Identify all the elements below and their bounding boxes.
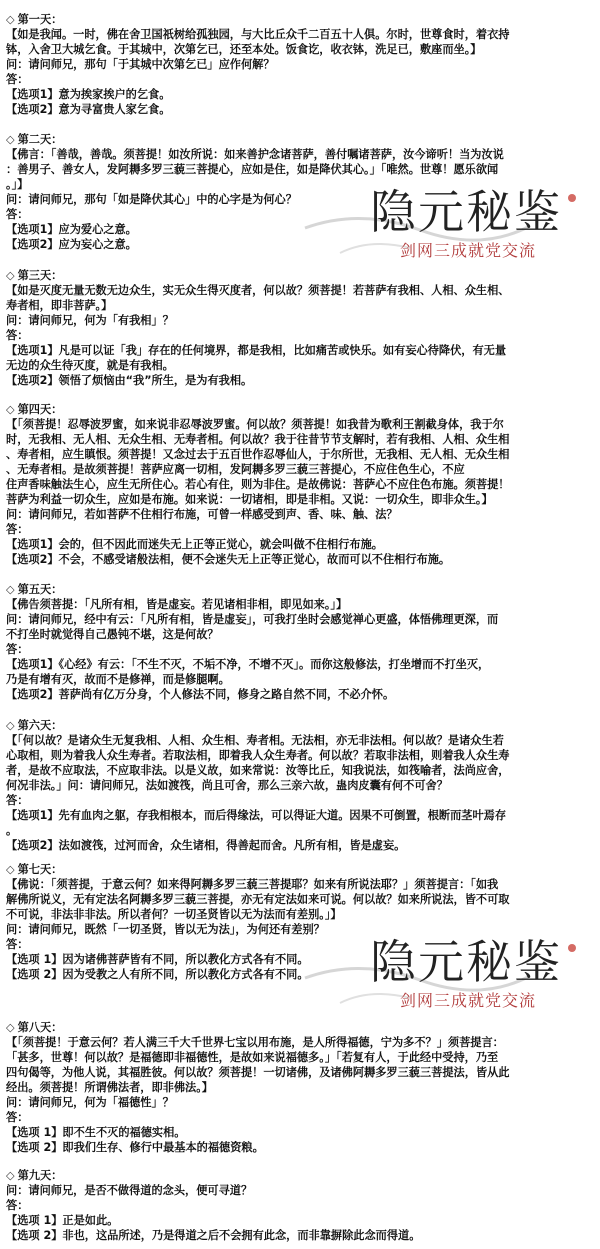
- day-title: 第七天：: [17, 863, 63, 876]
- text-line: 不打坐时就觉得自己愚钝不堪，这是何故？: [6, 628, 219, 641]
- option-line: 【选项 1】因为诸佛菩萨皆有不同，所以教化方式各有不同。: [6, 953, 309, 966]
- question-line: 问：请问师兄，何为「福德性」？: [6, 1096, 174, 1109]
- day-heading: [6, 1020, 594, 1035]
- option-line: 【选项2】应为妄心之意。: [6, 238, 137, 251]
- text-line: 「甚多，世尊！何以故？是福德即非福德性，是故如来说福德多。」「若复有人，于此经中受持，乃至: [6, 1051, 499, 1064]
- text-line: 【如是我闻。一时，佛在舍卫国祇树给孤独园，与大比丘众千二百五十人俱。尔时，世尊食时，着衣持: [6, 28, 510, 41]
- text-line: 【「何以故？是诸众生无复我相、人相、众生相、寿者相。无法相，亦无非法相。何以故？是诸众生若: [6, 734, 504, 747]
- day-section: [6, 1168, 594, 1243]
- question-line: 问：请问师兄，是否不做得道的念头，便可寻道？: [6, 1184, 253, 1197]
- diamond-icon: ◇: [6, 269, 15, 282]
- day-section: [6, 132, 594, 252]
- text-line: 乃是有增有灭，故而不是修禅，而是修腿啊。: [6, 673, 230, 686]
- text-line: 【佛告须菩提：「凡所有相，皆是虚妄。若见诸相非相，即见如来。」】: [6, 598, 348, 611]
- text-line: 。」】: [6, 178, 29, 191]
- option-line: 【选项1】《心经》有云：「不生不灭，不垢不净，不增不灭」。而你这般修法，打坐增而不打坐灭，: [6, 658, 490, 671]
- option-line: 【选项1】先有血肉之躯，存我相根本，而后得缘法，可以得证大道。因果不可倒置，根断而茎叶焉存: [6, 809, 507, 822]
- diamond-icon: ◇: [6, 719, 15, 732]
- day-title: 第六天：: [17, 719, 63, 732]
- option-line: 【选项 2】因为受教之人有所不同，所以教化方式各有不同。: [6, 968, 309, 981]
- answer-label: 答：: [6, 208, 29, 221]
- day-title: 第九天：: [17, 1169, 63, 1182]
- diamond-icon: ◇: [6, 1169, 15, 1182]
- diamond-icon: ◇: [6, 583, 15, 596]
- question-line: 问：请问师兄，若如菩萨不住相行布施，可曾一样感受到声、香、味、触、法？: [6, 508, 398, 521]
- question-line: 问：请问师兄，既然「一切圣贤，皆以无为法」，为何还有差别？: [6, 923, 325, 936]
- text-line: 何况非法。」问：请问师兄，法如渡筏，尚且可舍，那么三亲六故，蛊肉皮囊有何不可舍？: [6, 779, 448, 792]
- answer-label: 答：: [6, 794, 29, 807]
- answer-label: 答：: [6, 329, 29, 342]
- watermark-subtitle: 剑网三成就党交流: [400, 991, 537, 1010]
- text-line: 不可说，非法非非法。所以者何？一切圣贤皆以无为法而有差别。」】: [6, 908, 342, 921]
- option-line: 【选项1】凡是可以证「我」存在的任何境界，都是我相，比如痛苦或快乐。如有妄心待降伏，有无量: [6, 344, 507, 357]
- option-line: 【选项1】会的，但不因此而迷失无上正等正觉心，就会叫做不住相行布施。: [6, 538, 383, 551]
- text-line: 菩萨为利益一切众生，应如是布施。如来说：一切诸相，即是非相。又说：一切众生，即非众生。】: [6, 493, 493, 506]
- day-heading: [6, 582, 594, 597]
- text-line: 【佛说：「须菩提，于意云何？如来得阿耨多罗三藐三菩提耶？如来有所说法耶？」须菩提言：「如我: [6, 878, 499, 891]
- question-line: 问：请问师兄，那句「于其城中次第乞已」应作何解？: [6, 58, 275, 71]
- option-line: 【选项 1】正是如此。: [6, 1214, 119, 1227]
- text-line: 四句偈等，为他人说，其福胜彼。何以故？须菩提！一切诸佛，及诸佛阿耨多罗三藐三菩提法，皆从此: [6, 1066, 510, 1079]
- question-line: 问：请问师兄，经中有云：「凡所有相，皆是虚妄」，可我打坐时会感觉禅心更盛，体悟佛理更深，而: [6, 613, 499, 626]
- day-heading: [6, 1168, 594, 1183]
- day-heading: [6, 718, 594, 733]
- day-heading: [6, 132, 594, 147]
- day-heading: [6, 12, 594, 27]
- day-section: [6, 402, 594, 567]
- watermark-title: 隐元秘鉴: [370, 185, 562, 239]
- diamond-icon: ◇: [6, 133, 15, 146]
- option-line: 【选项2】不会，不感受诸般法相，便不会迷失无上正等正觉心，故而可以不住相行布施。: [6, 553, 451, 566]
- text-line: 【如是灭度无量无数无边众生，实无众生得灭度者，何以故？须菩提！若菩萨有我相、人相、众生相、: [6, 284, 510, 297]
- answer-label: 答：: [6, 1111, 29, 1124]
- day-heading: [6, 862, 594, 877]
- answer-label: 答：: [6, 73, 29, 86]
- text-line: 【「须菩提！于意云何？若人满三千大千世界七宝以用布施，是人所得福德，宁为多不？」须菩提言：: [6, 1036, 504, 1049]
- text-line: 解佛所说义，无有定法名阿耨多罗三藐三菩提，亦无有定法如来可说。何以故？如来所说法，皆不可取: [6, 893, 510, 906]
- option-line: 【选项2】菩萨尚有亿万分身，个人修法不同，修身之路自然不同，不必介怀。: [6, 688, 395, 701]
- diamond-icon: ◇: [6, 13, 15, 26]
- day-title: 第四天：: [17, 403, 63, 416]
- diamond-icon: ◇: [6, 1021, 15, 1034]
- day-title: 第五天：: [17, 583, 63, 596]
- diamond-icon: ◇: [6, 403, 15, 416]
- option-line: 【选项1】意为挨家挨户的乞食。: [6, 88, 171, 101]
- watermark-subtitle: 剑网三成就党交流: [400, 241, 537, 260]
- question-line: 问：请问师兄，那句「如是降伏其心」中的心字是为何心？: [6, 193, 297, 206]
- text-line: 无边的众生待灭度，就是有我相。: [6, 359, 174, 372]
- text-line: 、寿者相，应生瞋恨。须菩提！又念过去于五百世作忍辱仙人，于尔所世，无我相、无人相、无众生相: [6, 448, 510, 461]
- option-line: 【选项2】领悟了烦恼由“我”所生，是为有我相。: [6, 374, 253, 387]
- text-line: 钵，入舍卫大城乞食。于其城中，次第乞已，还至本处。饭食讫，收衣钵，洗足已，敷座而坐。】: [6, 43, 482, 56]
- day-section: [6, 1020, 594, 1155]
- answer-label: 答：: [6, 938, 29, 951]
- option-line: 【选项 2】即我们生存、修行中最基本的福德资粮。: [6, 1141, 264, 1154]
- day-section: [6, 268, 594, 388]
- answer-label: 答：: [6, 1199, 29, 1212]
- option-line: 【选项 2】非也，这品所述，乃是得道之后不会拥有此念，而非靠摒除此念而得道。: [6, 1229, 421, 1242]
- option-line: 【选项2】意为寻富贵人家乞食。: [6, 103, 171, 116]
- day-section: [6, 582, 594, 702]
- watermark-title: 隐元秘鉴: [370, 935, 562, 989]
- text-line: 【佛言：「善哉，善哉。须菩提！如汝所说：如来善护念诸菩萨，善付嘱诸菩萨，汝今谛听！当为汝说: [6, 148, 504, 161]
- option-line: 【选项1】应为爱心之意。: [6, 223, 137, 236]
- day-title: 第三天：: [17, 269, 63, 282]
- text-line: 者，是故不应取法，不应取非法。以是义故，如来常说：汝等比丘，知我说法，如筏喻者，法尚应舍，: [6, 764, 510, 777]
- option-line: 【选项 1】即不生不灭的福德实相。: [6, 1126, 186, 1139]
- day-title: 第一天：: [17, 13, 63, 26]
- option-line: 【选项2】法如渡筏，过河而舍，众生诸相，得善起而舍。凡所有相，皆是虚妄。: [6, 839, 406, 852]
- text-line: ：善男子、善女人，发阿耨多罗三藐三菩提心，应如是住，如是降伏其心。」「唯然。世尊！愿乐欲闻: [6, 163, 499, 176]
- day-heading: [6, 402, 594, 417]
- answer-label: 答：: [6, 643, 29, 656]
- day-heading: [6, 268, 594, 283]
- text-line: 经出。须菩提！所谓佛法者，即非佛法。】: [6, 1081, 213, 1094]
- question-line: 问：请问师兄，何为「有我相」？: [6, 314, 174, 327]
- text-line: 寿者相，即非菩萨。】: [6, 299, 113, 312]
- day-title: 第二天：: [17, 133, 63, 146]
- diamond-icon: ◇: [6, 863, 15, 876]
- answer-label: 答：: [6, 523, 29, 536]
- text-line: 【「须菩提！忍辱波罗蜜，如来说非忍辱波罗蜜。何以故？须菩提！如我昔为歌利王割截身体，我于尔: [6, 418, 504, 431]
- day-section: [6, 718, 594, 853]
- text-line: 心取相，则为着我人众生寿者。若取法相，即着我人众生寿者。何以故？若取非法相，则着我人众生寿: [6, 749, 510, 762]
- text-line: 、无寿者相。是故须菩提！菩萨应离一切相，发阿耨多罗三藐三菩提心，不应住色生心，不应: [6, 463, 465, 476]
- day-section: [6, 12, 594, 117]
- text-line: 时，无我相、无人相、无众生相、无寿者相。何以故？我于往昔节节支解时，若有我相、人相、众生相: [6, 433, 510, 446]
- text-line: 住声香味触法生心，应生无所住心。若心有住，则为非住。是故佛说：菩萨心不应住色布施。须菩提！: [6, 478, 510, 491]
- day-title: 第八天：: [17, 1021, 63, 1034]
- day-section: [6, 862, 594, 982]
- text-line: 。: [6, 824, 18, 837]
